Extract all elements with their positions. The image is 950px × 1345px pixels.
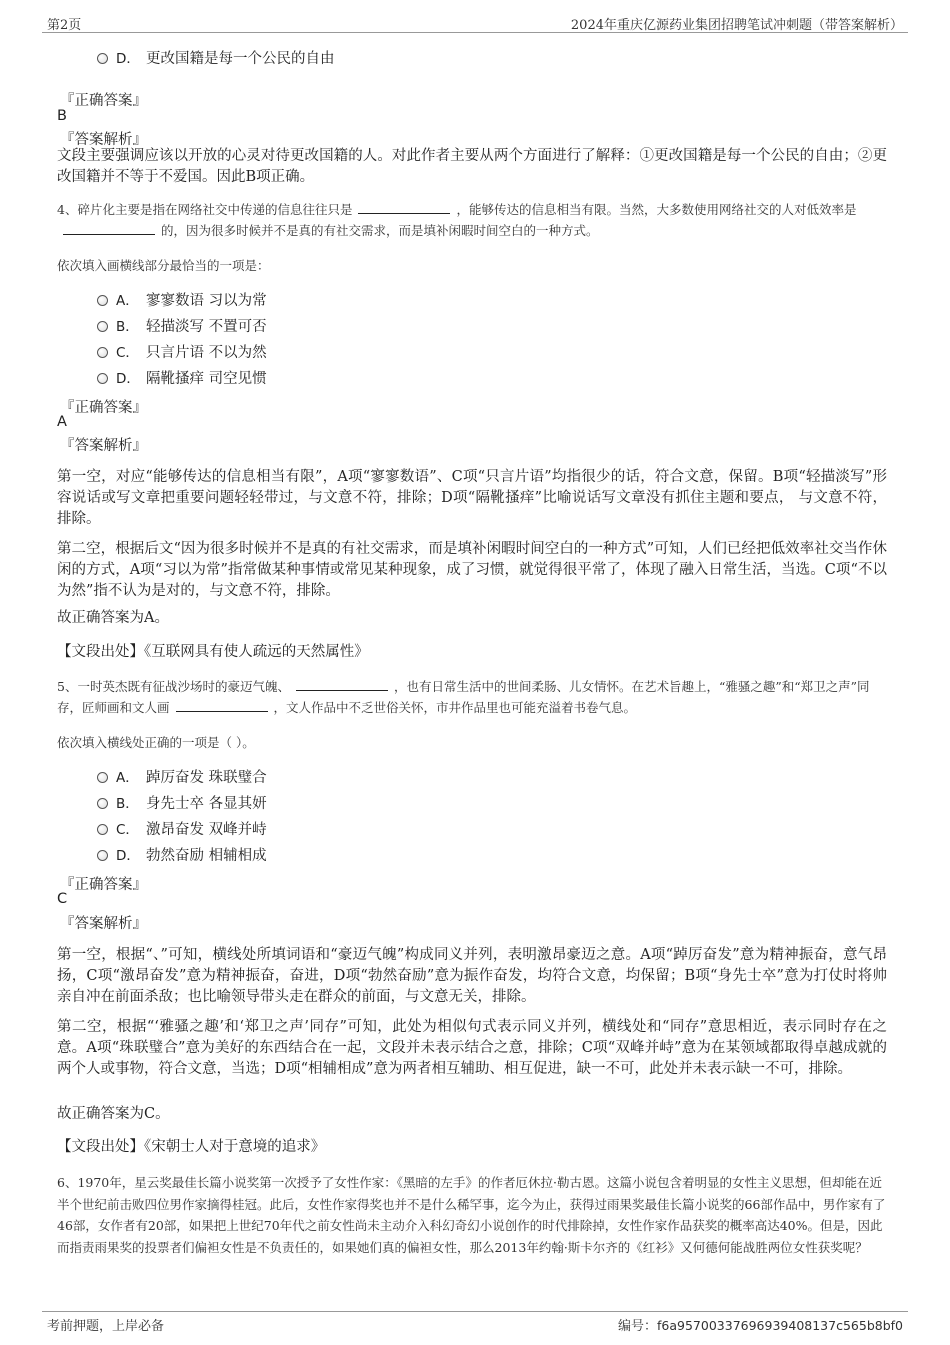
q3-option-d[interactable]: D． 更改国籍是每一个公民的自由 bbox=[97, 47, 335, 68]
document-code: 编号：f6a957003376969394081​37c565b8bf0 bbox=[618, 1318, 903, 1334]
source-line: 【文段出处】《宋朝士人对于意境的追求》 bbox=[57, 1139, 326, 1155]
question-stem: 6、1970年，星云奖最佳长篇小说奖第一次授予了女性作家：《黑暗的左手》的作者厄休拉·勒古恩。这篇小说包含着明显的女性主义思想，但却能在近半个世纪前击败四位男作家摘得桂冠。此后，女性作家得奖也并不是什么稀罕事，迄今为止，获得过雨果奖最佳长篇小说奖的66部作品中，男作家有了46部，女作者有20部，如果把上世纪70年代之前女性尚未主动介入科幻奇幻小说创作的时代排除掉，女性作家作品获奖的概率高达40%。但是，因此而指责雨果奖的投票者们偏袒女性是不负责任的，如果她们真的偏袒女性，那么2013年约翰·斯卡尔齐的《红衫》又何德何能战胜两位女性获奖呢？ bbox=[57, 1175, 886, 1255]
q4-option-c[interactable]: C． 只言片语 不以为然 bbox=[97, 341, 267, 362]
analysis-label: 『答案解析』 bbox=[60, 438, 147, 454]
analysis-label: 『答案解析』 bbox=[60, 916, 147, 932]
radio-icon[interactable] bbox=[97, 295, 108, 306]
correct-answer-label: 『正确答案』 bbox=[60, 877, 147, 893]
q4-option-a[interactable]: A． 寥寥数语 习以为常 bbox=[97, 289, 267, 310]
conclusion-text: 故正确答案为C。 bbox=[57, 1106, 170, 1122]
question-stem: 4、碎片化主要是指在网络社交中传递的信息往往只是 ，能够传达的信息相当有限。当然，大多数使用网络社交的人对低效率是的，因为很多时候并不是真的有社交需求，而是填补闲暇时间空白的一种方式。 bbox=[57, 202, 857, 238]
analysis-text: 文段主要强调应该以开放的心灵对待更改国籍的人。对此作者主要从两个方面进行了解释：①更改国籍是每一个公民的自由；②更改国籍并不等于不爱国。因此B项正确。 bbox=[57, 148, 887, 185]
radio-icon[interactable] bbox=[97, 53, 108, 64]
answer-blank bbox=[63, 222, 155, 235]
radio-icon[interactable] bbox=[97, 347, 108, 358]
analysis-text: 第二空，根据“‘雅骚之趣’和‘郑卫之声’同存”可知，此处为相似句式表示同义并列，横线处和“同存”意思相近，表示同时存在之意。A项“珠联璧合”意为美好的东西结合在一起，文段并未表示结合之意，排除；C项“双峰并峙”意为在某领域都取得卓越成就的两个人或事物，符合文意，当选；D项“相辅相成”意为两者相互辅助、相互促进，缺一不可，此处并未表示缺一不可，排除。 bbox=[57, 1019, 887, 1077]
answer-blank bbox=[176, 699, 268, 712]
q5-option-a[interactable]: A． 踔厉奋发 珠联璧合 bbox=[97, 766, 267, 787]
correct-answer-label: 『正确答案』 bbox=[60, 400, 147, 416]
answer-blank bbox=[358, 201, 450, 214]
q5-option-b[interactable]: B． 身先士卒 各显其妍 bbox=[97, 792, 267, 813]
analysis-text: 第一空，根据“、”可知，横线处所填词语和“豪迈气魄”构成同义并列，表明激昂豪迈之意。A项“踔厉奋发”意为精神振奋，意气昂扬，C项“激昂奋发”意为精神振奋，奋进，D项“勃然奋励”意为振作奋发，均符合文意，均保留；B项“身先士卒”意为打仗时将帅亲自冲在前面杀敌；也比喻领导带头走在群众的前面，与文意无关，排除。 bbox=[57, 947, 887, 1005]
radio-icon[interactable] bbox=[97, 772, 108, 783]
analysis-text: 第一空，对应“能够传达的信息相当有限”，A项“寥寥数语”、C项“只言片语”均指很少的话，符合文意，保留。B项“轻描淡写”形容说话或写文章把重要问题轻轻带过，与文意不符，排除；D项“隔靴搔痒”比喻说话写文章没有抓住主题和要点， 与文意不符， 排除。 bbox=[57, 469, 887, 527]
analysis-label: 『答案解析』 bbox=[60, 132, 147, 148]
source-line: 【文段出处】《互联网具有使人疏远的天然属性》 bbox=[57, 644, 369, 660]
page-number: 第2页 bbox=[47, 18, 82, 33]
question-prompt: 依次填入横线处正确的一项是（ ）。 bbox=[57, 735, 255, 750]
q5-option-c[interactable]: C． 激昂奋发 双峰并峙 bbox=[97, 818, 267, 839]
correct-answer-label: 『正确答案』 bbox=[60, 93, 147, 109]
footer-slogan: 考前押题，上岸必备 bbox=[47, 1319, 165, 1334]
radio-icon[interactable] bbox=[97, 824, 108, 835]
conclusion-text: 故正确答案为A。 bbox=[57, 610, 169, 626]
answer-blank bbox=[296, 678, 388, 691]
q4-option-b[interactable]: B． 轻描淡写 不置可否 bbox=[97, 315, 267, 336]
header-divider bbox=[42, 32, 908, 33]
q4-option-d[interactable]: D． 隔靴搔痒 司空见惯 bbox=[97, 367, 267, 388]
analysis-text: 第二空，根据后文“因为很多时候并不是真的有社交需求，而是填补闲暇时间空白的一种方式”可知，人们已经把低效率社交当作休闲的方式，A项“习以为常”指常做某种事情或常见某种现象，成了习惯，就觉得很平常了，体现了融入日常生活，当选。C项“不以为然”指不认为是对的，与文意不符，排除。 bbox=[57, 541, 887, 599]
radio-icon[interactable] bbox=[97, 373, 108, 384]
footer-divider bbox=[42, 1311, 908, 1312]
radio-icon[interactable] bbox=[97, 798, 108, 809]
document-title: 2024年重庆亿源药业集团招聘笔试冲刺题（带答案解析） bbox=[570, 18, 903, 33]
question-stem: 5、一时英杰既有征战沙场时的豪迈气魄、 ，也有日常生活中的世间柔肠、儿女情怀。在艺术旨趣上，“雅骚之趣”和“郑卫之声”同存，匠师画和文人画 ，文人作品中不乏世俗关怀，市井作品里也可能充溢着书卷气息。 bbox=[57, 679, 870, 715]
radio-icon[interactable] bbox=[97, 321, 108, 332]
correct-answer: A bbox=[57, 414, 67, 430]
question-prompt: 依次填入画横线部分最恰当的一项是： bbox=[57, 258, 270, 273]
correct-answer: C bbox=[57, 891, 68, 907]
radio-icon[interactable] bbox=[97, 850, 108, 861]
q5-option-d[interactable]: D． 勃然奋励 相辅相成 bbox=[97, 844, 267, 865]
correct-answer: B bbox=[57, 108, 67, 124]
